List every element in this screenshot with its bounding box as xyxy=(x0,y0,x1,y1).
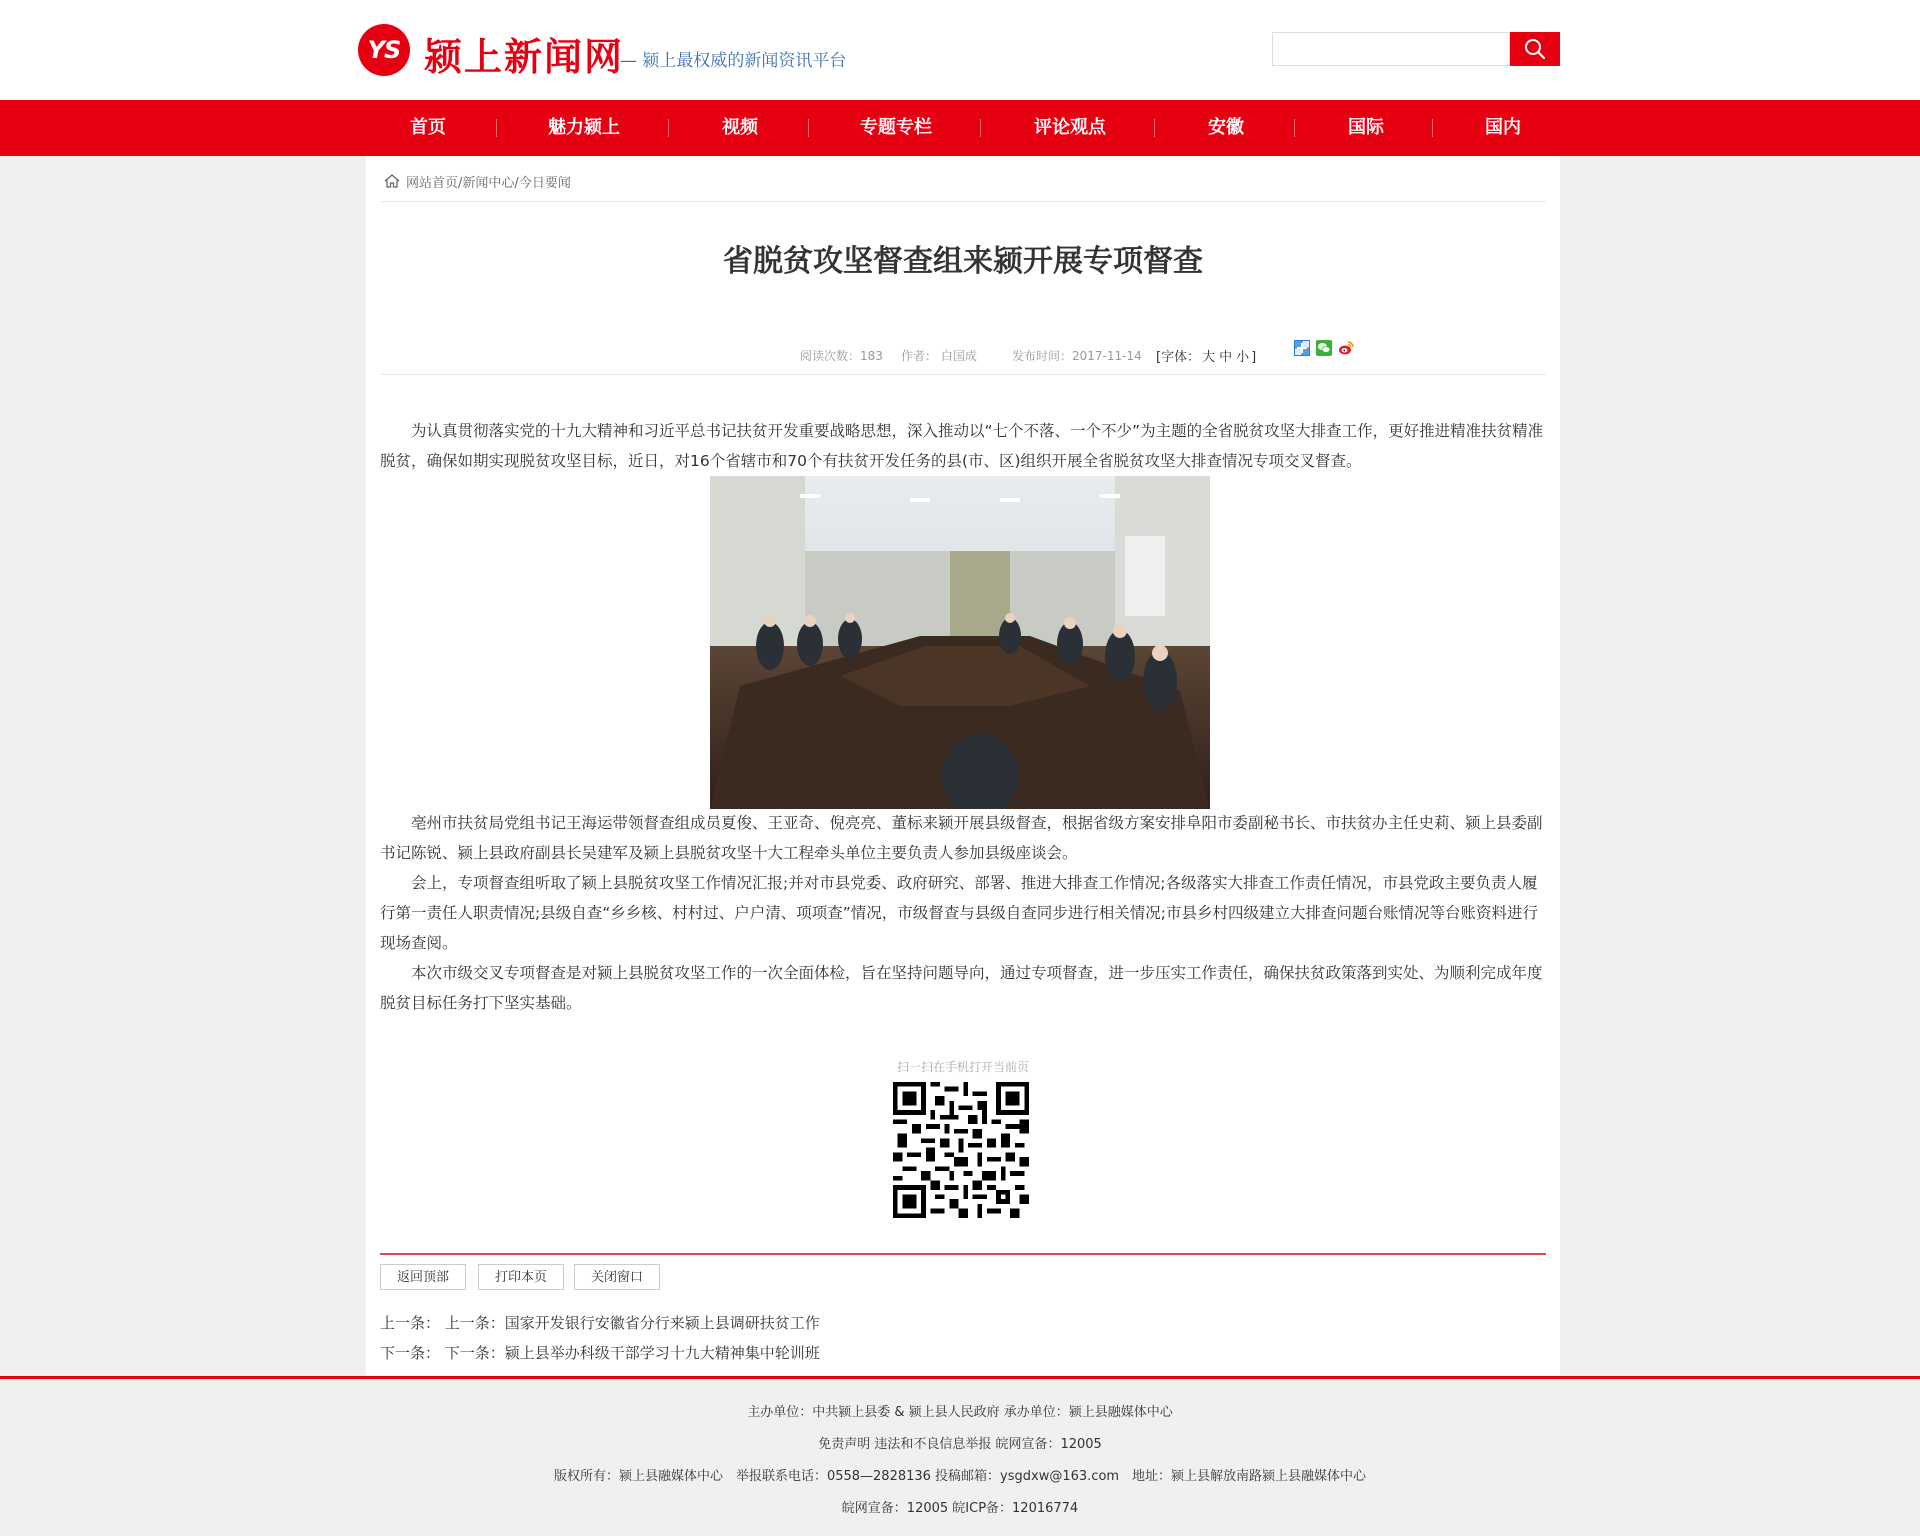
nav-divider xyxy=(1154,119,1155,137)
qr-caption: 扫一扫在手机打开当前页 xyxy=(896,1060,1029,1074)
weibo-icon[interactable] xyxy=(1338,340,1354,356)
search-button[interactable] xyxy=(1510,32,1560,66)
nav-item-domestic[interactable]: 国内 xyxy=(1485,117,1521,138)
nav-divider xyxy=(980,119,981,137)
publish-date: 发布时间：2017-11-14 xyxy=(1012,349,1142,363)
qr-code-icon xyxy=(893,1082,1029,1218)
article-paragraph: 为认真贯彻落实党的十九大精神和习近平总书记扶贫开发重要战略思想，深入推动以“七个不落、一个不少”为主题的全省脱贫攻坚大排查工作，更好推进精准扶贫精准脱贫，确保如期实现脱贫攻坚目标，近日，对16个省辖市和70个有扶贫开发任务的县(市、区)组织开展全省脱贫攻坚大排查情况专项交叉督查。 xyxy=(380,422,1544,470)
article-photo xyxy=(710,476,1210,809)
search-input[interactable] xyxy=(1272,32,1510,66)
nav-item-home[interactable]: 首页 xyxy=(410,117,446,138)
nav-divider xyxy=(496,119,497,137)
nav-item-video[interactable]: 视频 xyxy=(722,117,758,138)
footer-organizers: 主办单位：中共颍上县委 & 颍上县人民政府 承办单位：颍上县融媒体中心 xyxy=(747,1405,1173,1420)
nav-item-opinion[interactable]: 评论观点 xyxy=(1034,117,1106,138)
breadcrumb: 网站首页/新闻中心/今日要闻 xyxy=(406,176,571,191)
divider xyxy=(380,1253,1546,1255)
prev-article-link[interactable]: 上一条：国家开发银行安徽省分行来颍上县调研扶贫工作 xyxy=(444,1314,820,1332)
nav-divider xyxy=(668,119,669,137)
font-size-switcher: [字体： 大 中 小 ] xyxy=(1156,350,1257,365)
article-paragraph: 亳州市扶贫局党组书记王海运带领督查组成员夏俊、王亚奇、倪亮亮、董标来颍开展县级督查，根据省级方案安排阜阳市委副秘书长、市扶贫办主任史莉、颍上县委副书记陈锐、颍上县政府副县长吴建军及颍上县脱贫攻坚十大工程牵头单位主要负责人参加县级座谈会。 xyxy=(380,814,1543,862)
close-window-button[interactable]: 关闭窗口 xyxy=(574,1264,660,1290)
article-paragraph: 本次市级交叉专项督查是对颍上县脱贫攻坚工作的一次全面体检，旨在坚持问题导向，通过专项督查，进一步压实工作责任，确保扶贫政策落到实处、为顺利完成年度脱贫目标任务打下坚实基础。 xyxy=(380,964,1543,1012)
article-paragraph: 会上，专项督查组听取了颍上县脱贫攻坚工作情况汇报;并对市县党委、政府研究、部署、推进大排查工作情况;各级落实大排查工作责任情况，市县党政主要负责人履行第一责任人职责情况;县级自查“乡乡核、村村过、户户清、项项查”情况，市级督查与县级自查同步进行相关情况;市县乡村四级建立大排查问题台账情况等台账资料进行现场查阅。 xyxy=(380,874,1539,952)
next-article-link[interactable]: 下一条：颍上县举办科级干部学习十九大精神集中轮训班 xyxy=(444,1344,820,1362)
divider xyxy=(380,374,1546,375)
prev-article: 上一条： 上一条：国家开发银行安徽省分行来颍上县调研扶贫工作 xyxy=(380,1314,820,1332)
article-container xyxy=(366,156,1560,1376)
article-title: 省脱贫攻坚督查组来颍开展专项督查 xyxy=(723,244,1203,279)
nav-divider xyxy=(808,119,809,137)
breadcrumb-today[interactable]: 今日要闻 xyxy=(518,176,571,191)
main-nav xyxy=(0,100,1920,156)
home-icon[interactable] xyxy=(384,174,400,188)
site-footer xyxy=(0,1376,1920,1536)
nav-item-topics[interactable]: 专题专栏 xyxy=(860,117,932,138)
divider xyxy=(380,201,1546,202)
font-small-button[interactable]: 小 xyxy=(1236,350,1250,365)
article-author: 作者： 白国成 xyxy=(901,349,977,363)
site-slogan: — 颍上最权威的新闻资讯平台 xyxy=(620,51,847,71)
logo-mark[interactable]: YS xyxy=(358,24,410,76)
font-medium-button[interactable]: 中 xyxy=(1219,350,1233,365)
share-plus-icon[interactable] xyxy=(1294,340,1310,356)
nav-divider xyxy=(1294,119,1295,137)
nav-item-anhui[interactable]: 安徽 xyxy=(1208,117,1244,138)
footer-contact: 版权所有：颍上县融媒体中心 举报联系电话：0558—2828136 投稿邮箱：ysgdxw@163.com 地址：颍上县解放南路颍上县融媒体中心 xyxy=(553,1469,1367,1484)
print-button[interactable]: 打印本页 xyxy=(478,1264,564,1290)
nav-divider xyxy=(1432,119,1433,137)
breadcrumb-home[interactable]: 网站首页 xyxy=(406,176,459,191)
site-name[interactable]: 颍上新闻网 xyxy=(424,35,625,79)
site-header xyxy=(0,0,1920,100)
next-article: 下一条： 下一条：颍上县举办科级干部学习十九大精神集中轮训班 xyxy=(380,1344,820,1362)
wechat-icon[interactable] xyxy=(1316,340,1332,356)
search-icon xyxy=(1524,38,1546,60)
nav-item-charm[interactable]: 魅力颍上 xyxy=(548,117,620,138)
nav-item-international[interactable]: 国际 xyxy=(1348,117,1384,138)
font-large-button[interactable]: 大 xyxy=(1202,350,1216,365)
read-count: 阅读次数：183 xyxy=(800,349,883,363)
footer-disclaimer: 免责声明 违法和不良信息举报 皖网宣备：12005 xyxy=(818,1437,1102,1452)
footer-icp: 皖网宣备：12005 皖ICP备：12016774 xyxy=(841,1501,1079,1516)
back-to-top-button[interactable]: 返回顶部 xyxy=(380,1264,466,1290)
breadcrumb-news-center[interactable]: 新闻中心 xyxy=(462,176,515,191)
